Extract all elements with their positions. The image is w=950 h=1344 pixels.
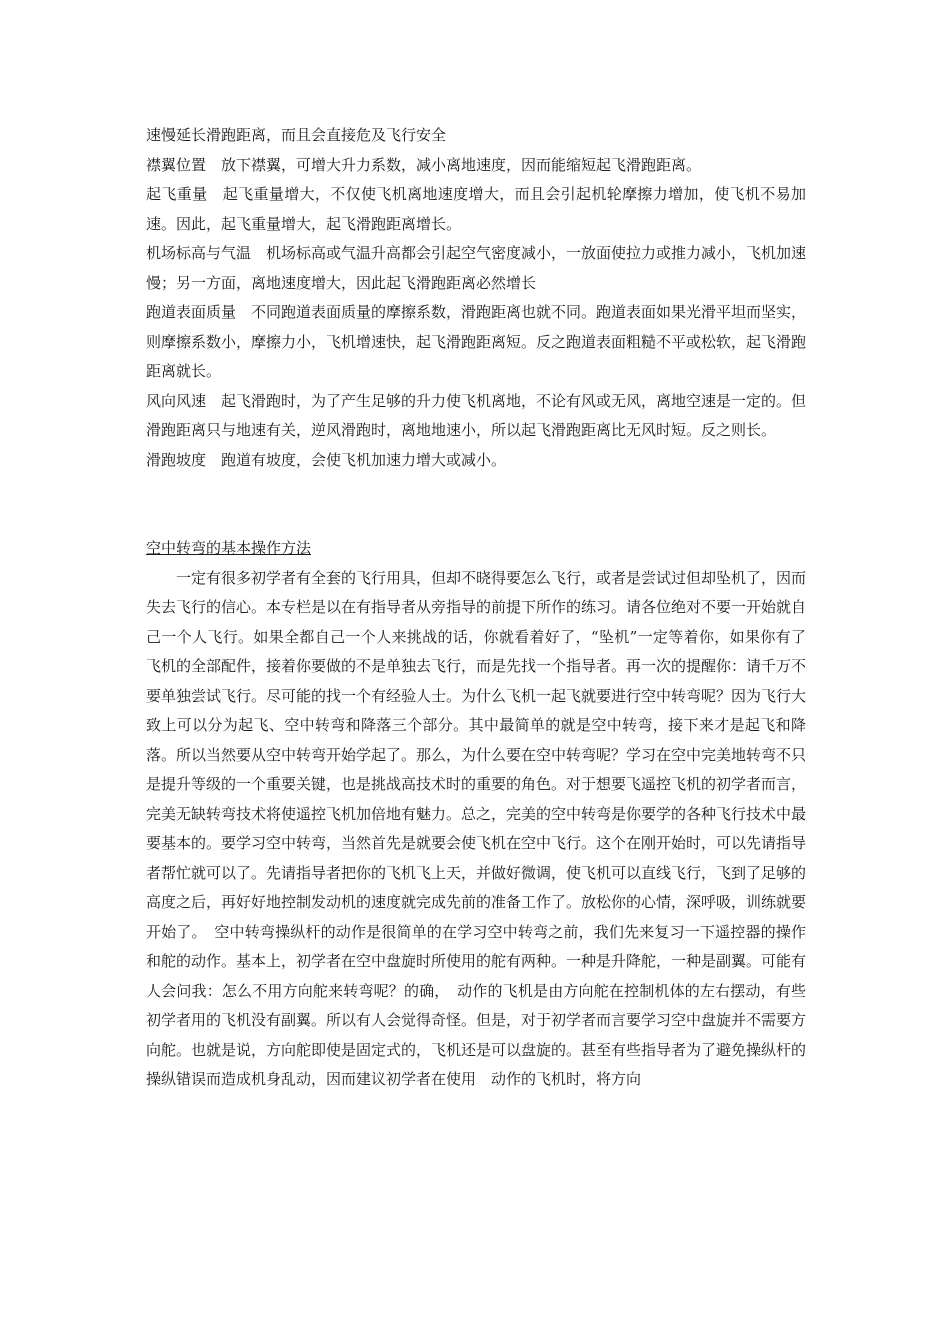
paragraph-takeoff-weight: 起飞重量 起飞重量增大，不仅使飞机离地速度增大，而且会引起机轮摩擦力增加，使飞机不易加速。因此，起飞重量增大，起飞滑跑距离增长。: [146, 185, 806, 233]
paragraph-continuation: 速慢延长滑跑距离，而且会直接危及飞行安全: [146, 126, 447, 144]
section-heading: 空中转弯的基本操作方法: [146, 539, 312, 557]
paragraph-flaps: 襟翼位置 放下襟翼，可增大升力系数，减小离地速度，因而能缩短起飞滑跑距离。: [146, 155, 702, 174]
turning-section: [146, 534, 806, 1095]
paragraph-runway-surface: 跑道表面质量 不同跑道表面质量的摩擦系数，滑跑距离也就不同。跑道表面如果光滑平坦而坚实，则摩擦系数小，摩擦力小，飞机增速快，起飞滑跑距离短。反之跑道表面粗糙不平或松软，起飞滑跑距离就长。: [146, 303, 807, 380]
paragraph-airport-elevation: 机场标高与气温 机场标高或气温升高都会引起空气密度减小，一放面使拉力或推力减小，飞机加速慢；另一方面，离地速度增大，因此起飞滑跑距离必然增长: [146, 244, 807, 292]
takeoff-factors-section: [146, 121, 806, 475]
paragraph-wind: 风向风速 起飞滑跑时，为了产生足够的升力使飞机离地，不论有风或无风，离地空速是一定的。但滑跑距离只与地速有关，逆风滑跑时，离地地速小，所以起飞滑跑距离比无风时短。反之则长。: [146, 391, 807, 439]
section-gap: [146, 475, 806, 534]
paragraph-runway-slope: 滑跑坡度 跑道有坡度，会使飞机加速力增大或减小。: [146, 450, 507, 469]
section-body: 一定有很多初学者有全套的飞行用具，但却不晓得要怎么飞行，或者是尝试过但却坠机了，因而失去飞行的信心。本专栏是以在有指导者从旁指导的前提下所作的练习。请各位绝对不要一开始就自己一个人飞行。如果全都自己一个人来挑战的话，你就看着好了，“坠机”一定等着你，如果你有了飞机的全部配件，接着你要做的不是单独去飞行，而是先找一个指导者。再一次的提醒你：请千万不要单独尝试飞行。尽可能的找一个有经验人士。为什么飞机一起飞就要进行空中转弯呢？因为飞行大致上可以分为起飞、空中转弯和降落三个部分。其中最简单的就是空中转弯，接下来才是起飞和降落。所以当然要从空中转弯开始学起了。那么，为什么要在空中转弯呢？学习在空中完美地转弯不只是提升等级的一个重要关键，也是挑战高技术时的重要的角色。对于想要飞遥控飞机的初学者而言，完美无缺转弯技术将使遥控飞机加倍地有魅力。总之，完美的空中转弯是你要学的各种飞行技术中最要基本的。要学习空中转弯，当然首先是就要会使飞机在空中飞行。这个在刚开始时，可以先请指导者帮忙就可以了。先请指导者把你的飞机飞上天，并做好微调，使飞机可以直线飞行，飞到了足够的高度之后，再好好地控制发动机的速度就完成先前的准备工作了。放松你的心情，深呼吸，训练就要开始了。 空中转弯操纵杆的动作是很简单的在学习空中转弯之前，我们先来复习一下遥控器的操作和舵的动作。基本上，初学者在空中盘旋时所使用的舵有两种。一种是升降舵，一种是副翼。可能有人会问我：怎么不用方向舵来转弯呢？的确， 动作的飞机是由方向舵在控制机体的左右摆动，有些初学者用的飞机没有副翼。所以有人会觉得奇怪。但是，对于初学者而言要学习空中盘旋并不需要方向舵。也就是说，方向舵即使是固定式的，飞机还是可以盘旋的。甚至有些指导者为了避免操纵杆的操纵错误而造成机身乱动，因而建议初学者在使用 动作的飞机时，将方向: [146, 568, 807, 1088]
document-page: [146, 0, 806, 1095]
